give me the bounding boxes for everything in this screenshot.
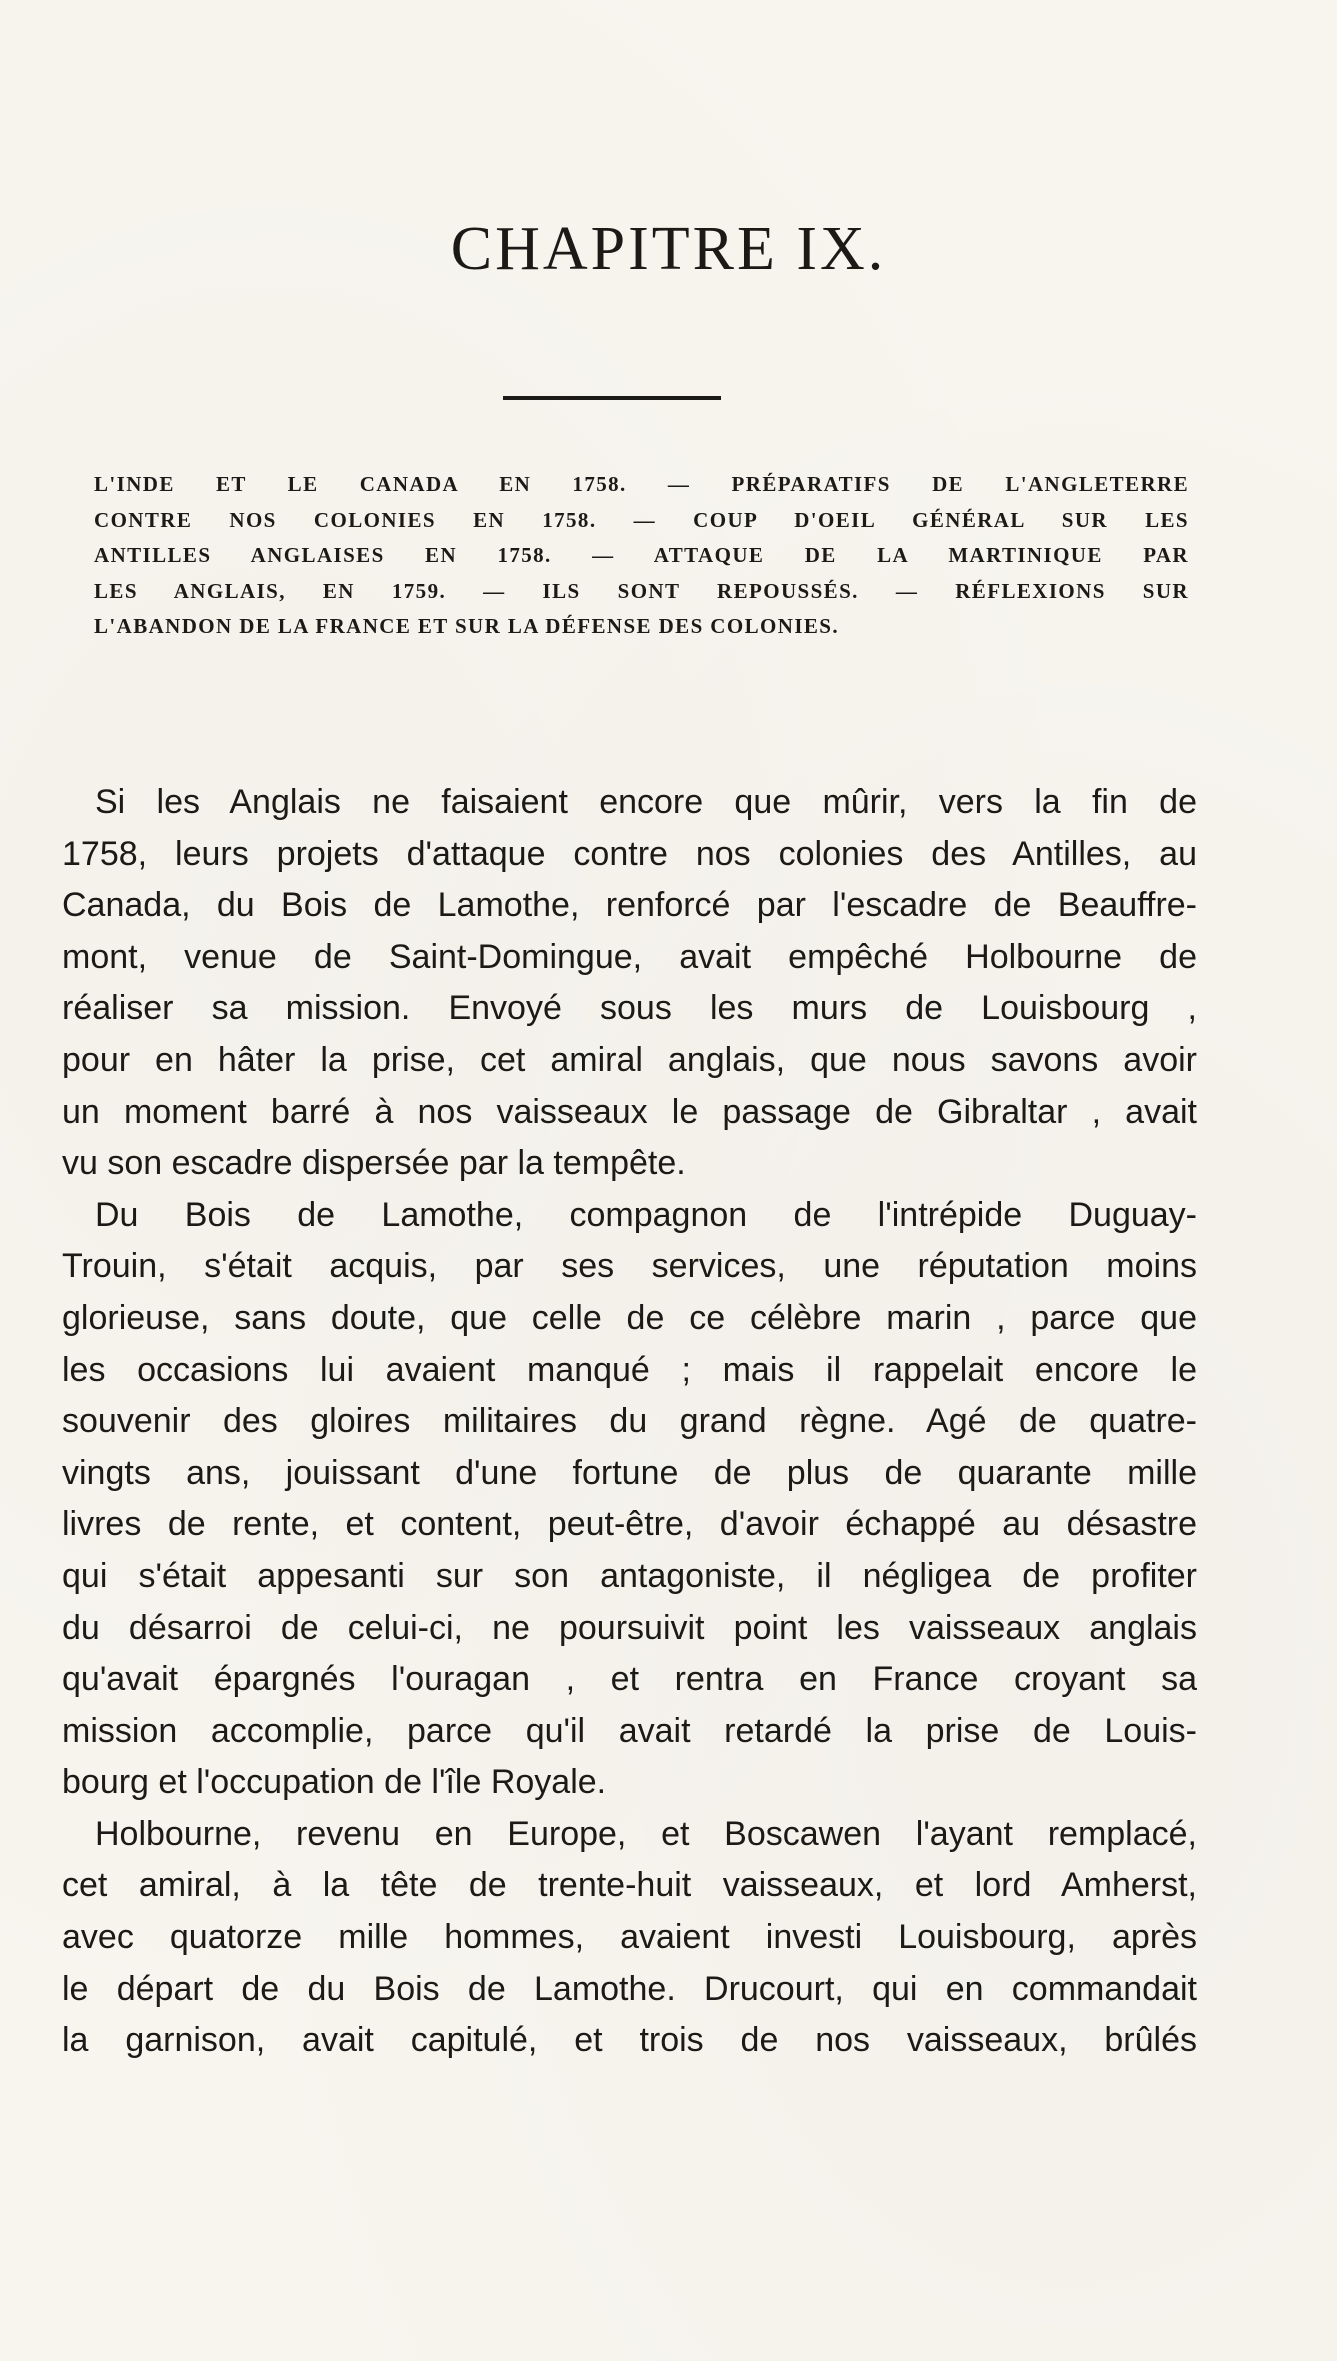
body-line: réaliser sa mission. Envoyé sous les murs de Louisbourg , xyxy=(62,989,1197,1028)
body-line: Si les Anglais ne faisaient encore que mûrir, vers la fin de xyxy=(95,783,1197,821)
summary-line: ANTILLES ANGLAISES EN 1758. — ATTAQUE DE LA MARTINIQUE PAR xyxy=(94,543,1189,567)
body-line: Canada, du Bois de Lamothe, renforcé par l'escadre de Beauffre- xyxy=(62,886,1197,925)
title-divider xyxy=(503,396,721,400)
body-line: les occasions lui avaient manqué ; mais il rappelait encore le xyxy=(62,1350,1197,1389)
body-text xyxy=(62,777,1197,2067)
body-line: 1758, leurs projets d'attaque contre nos colonies des Antilles, au xyxy=(62,834,1197,873)
body-line: avec quatorze mille hommes, avaient investi Louisbourg, après xyxy=(62,1918,1197,1957)
body-line: bourg et l'occupation de l'île Royale. xyxy=(62,1763,607,1802)
body-line: le départ de du Bois de Lamothe. Drucourt, qui en commandait xyxy=(62,1969,1197,2008)
body-line: mont, venue de Saint-Domingue, avait empêché Holbourne de xyxy=(62,937,1197,976)
body-line: mission accomplie, parce qu'il avait retardé la prise de Louis- xyxy=(62,1711,1197,1750)
summary-line: CONTRE NOS COLONIES EN 1758. — COUP D'OEIL GÉNÉRAL SUR LES xyxy=(94,507,1189,532)
body-line: vingts ans, jouissant d'une fortune de plus de quarante mille xyxy=(62,1453,1197,1492)
chapter-title: CHAPITRE IX. xyxy=(450,215,887,283)
body-line: glorieuse, sans doute, que celle de ce célèbre marin , parce que xyxy=(62,1298,1197,1337)
body-line: la garnison, avait capitulé, et trois de nos vaisseaux, brûlés xyxy=(62,2021,1197,2060)
chapter-summary xyxy=(94,467,1189,645)
body-line: qui s'était appesanti sur son antagoniste, il négligea de profiter xyxy=(62,1556,1197,1595)
body-line: Du Bois de Lamothe, compagnon de l'intrépide Duguay- xyxy=(95,1195,1197,1234)
summary-line: LES ANGLAIS, EN 1759. — ILS SONT REPOUSSÉS. — RÉFLEXIONS SUR xyxy=(94,578,1189,603)
body-line: Holbourne, revenu en Europe, et Boscawen l'ayant remplacé, xyxy=(95,1814,1197,1853)
body-line: un moment barré à nos vaisseaux le passage de Gibraltar , avait xyxy=(62,1092,1197,1131)
body-line: Trouin, s'était acquis, par ses services, une réputation moins xyxy=(62,1247,1197,1286)
body-line: du désarroi de celui-ci, ne poursuivit point les vaisseaux anglais xyxy=(62,1608,1197,1647)
body-line: livres de rente, et content, peut-être, d'avoir échappé au désastre xyxy=(62,1505,1197,1544)
body-line: souvenir des gloires militaires du grand règne. Agé de quatre- xyxy=(62,1402,1197,1441)
summary-line: L'ABANDON DE LA FRANCE ET SUR LA DÉFENSE DES COLONIES. xyxy=(94,614,840,638)
body-line: pour en hâter la prise, cet amiral anglais, que nous savons avoir xyxy=(62,1040,1197,1079)
body-line: cet amiral, à la tête de trente-huit vaisseaux, et lord Amherst, xyxy=(62,1866,1197,1905)
body-line: qu'avait épargnés l'ouragan , et rentra en France croyant sa xyxy=(62,1660,1197,1699)
body-line: vu son escadre dispersée par la tempête. xyxy=(62,1144,686,1183)
summary-line: L'INDE ET LE CANADA EN 1758. — PRÉPARATIFS DE L'ANGLETERRE xyxy=(94,472,1189,496)
